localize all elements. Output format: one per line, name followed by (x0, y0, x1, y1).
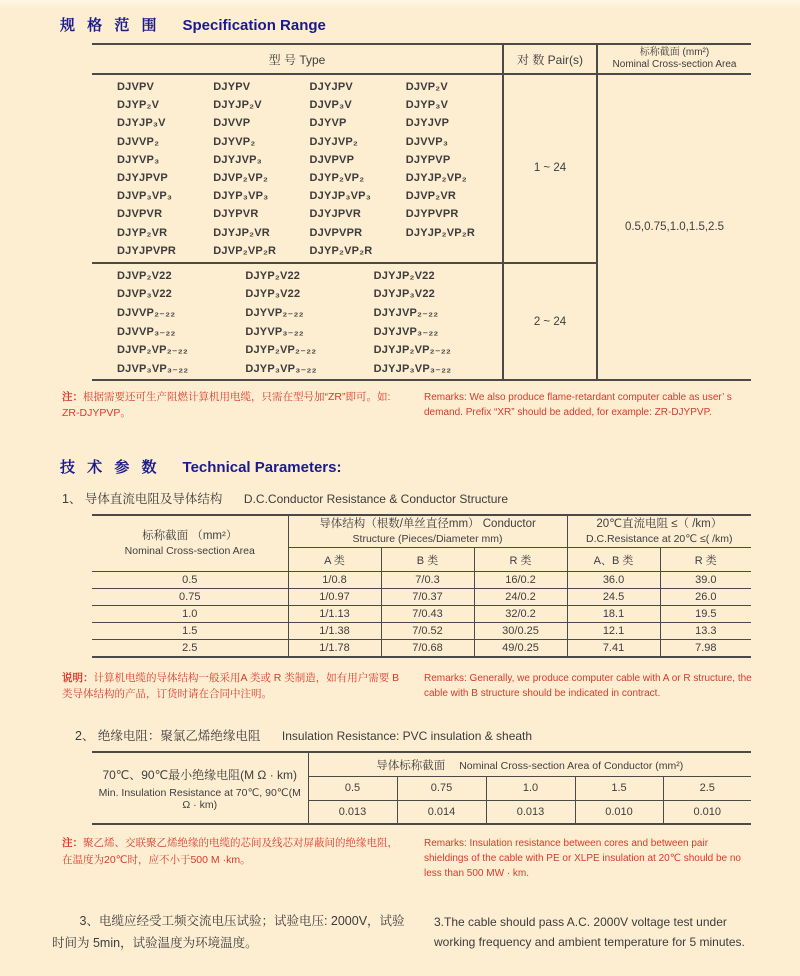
table-cell: DJVP₃V (309, 99, 352, 112)
spec-section-title (60, 0, 800, 35)
table-cell: 0.75 (92, 589, 288, 606)
subheader-class-r2: R 类 (660, 548, 751, 572)
header-nominal-area-zh: 标称截面 （mm²） (142, 529, 238, 542)
note-label: 说明： (62, 671, 94, 684)
table-cell: 49/0.25 (474, 640, 567, 657)
area-header-en: Nominal Cross-section Area (612, 59, 737, 70)
table-cell: 1/1.78 (288, 640, 381, 657)
spec-note-zh (62, 389, 408, 422)
table-cell: 39.0 (660, 572, 751, 589)
table-cell: DJVP₂VP₂ (213, 172, 269, 185)
spec-title-zh: 规 格 范 围 (60, 17, 161, 34)
table-cell: DJVP₃V22 (117, 288, 172, 301)
table-row (92, 114, 502, 132)
table-cell: DJYJP₃V22 (373, 288, 435, 301)
table-cell: DJYP₂V (117, 99, 160, 112)
table-cell: 1/0.8 (288, 572, 381, 589)
item1-note-en: Remarks: Generally, we produce computer cable with A or R structure, the cable with B structure should be indicated in contract. (424, 672, 752, 699)
table-cell: 26.0 (660, 589, 751, 606)
item3-text-zh: 3、电缆应经受工频交流电压试验；试验电压: 2000V，试验时间为 5min，试验温度为环境温度。 (52, 914, 405, 951)
table-cell: DJYP₂V22 (245, 270, 301, 283)
table-cell: DJYP₂VR (117, 226, 168, 239)
table-cell: DJYP₂VP₂₋₂₂ (245, 344, 317, 357)
item3-paragraph (52, 911, 758, 955)
table-cell: 32/0.2 (474, 606, 567, 623)
table-cell: DJVVP (213, 117, 251, 130)
table-cell: DJYJVP₃ (213, 153, 262, 166)
table-cell: 0.010 (575, 800, 663, 824)
table-cell: DJYVP₂₋₂₂ (245, 307, 304, 320)
table-cell: 0.014 (397, 800, 486, 824)
table-cell: 7/0.68 (381, 640, 474, 657)
area-column-header (596, 45, 751, 75)
table-cell: DJYVP₂ (213, 135, 256, 148)
tech-title-zh: 技 术 参 数 (60, 458, 161, 476)
table-cell: DJYPV (213, 81, 251, 94)
table-cell: DJVP₂VR (405, 190, 457, 203)
table-cell: 19.5 (660, 606, 751, 623)
table-cell: DJYP₃VP₃ (213, 190, 269, 203)
tech-title-en: Technical Parameters: (182, 458, 342, 476)
table-cell: 7.41 (567, 640, 660, 657)
header-resistance-en: D.C.Resistance at 20℃ ≤( /km) (586, 533, 733, 546)
subheader-class-b: B 类 (381, 548, 474, 572)
table-cell: 1/0.97 (288, 589, 381, 606)
table-cell: DJYVP₃ (117, 153, 160, 166)
table-cell: DJVP₃VP₃₋₂₂ (117, 362, 189, 375)
item2-heading (75, 726, 800, 744)
table-cell: DJYJVP₂ (309, 135, 358, 148)
note-label: 注： (62, 391, 83, 404)
table-cell: 1.0 (486, 776, 575, 800)
table-cell: DJVPVR (117, 208, 163, 221)
table-cell: 1/1.13 (288, 606, 381, 623)
table-header-row (92, 515, 751, 548)
type-column-header: 型 号 Type (92, 45, 502, 75)
table-row (92, 640, 751, 657)
item1-heading-zh: 1、 导体直流电阻及导体结构 (62, 491, 223, 506)
table-cell: DJYJPVPR (117, 244, 177, 257)
header-conductor-area (308, 752, 751, 776)
table-cell: DJYJP₂VR (213, 226, 270, 239)
table-cell: 7/0.37 (381, 589, 474, 606)
table-cell: DJYJPVP (117, 172, 168, 185)
table-row (92, 205, 502, 223)
table-cell: DJVP₂VP₂R (213, 244, 277, 257)
note-text: 根据需要还可生产阻燃计算机用电缆，只需在型号加“ZR”即可。如: ZR-DJYPVP。 (62, 391, 391, 420)
table-row (92, 133, 502, 151)
table-row (92, 304, 502, 322)
subheader-class-r: R 类 (474, 548, 567, 572)
table-cell: 12.1 (567, 623, 660, 640)
table-cell: DJYJP₂V22 (373, 270, 435, 283)
insulation-resistance-table (92, 751, 751, 825)
table-cell: DJYP₃VP₃₋₂₂ (245, 362, 317, 375)
table-cell: DJVP₂V22 (117, 270, 172, 283)
table-cell: 7/0.43 (381, 606, 474, 623)
spec-note (62, 389, 754, 422)
table-cell: DJYP₃V (405, 99, 449, 112)
header-structure-en: Structure (Pieces/Diameter mm) (352, 533, 503, 546)
table-cell: DJYPVR (213, 208, 259, 221)
table-row (92, 78, 502, 96)
item2-note-zh (62, 835, 408, 881)
table-cell: DJYJP₃VP₃₋₂₂ (373, 362, 452, 375)
table-cell: 2.5 (663, 776, 751, 800)
item2-note-en: Remarks: Insulation resistance between cores and between pair shieldings of the cable with PE or XLPE insulation at 20℃ should be no less than 500 MW · km. (424, 838, 741, 880)
table-cell: 7.98 (660, 640, 751, 657)
item2-heading-zh: 2、 绝缘电阻：聚氯乙烯绝缘电阻 (75, 729, 261, 744)
table-row (92, 606, 751, 623)
note-text: 聚乙烯、交联聚乙烯绝缘的电缆的芯间及线芯对屏蔽间的绝缘电阻，在温度为20℃时，应不小于500 M ·km。 (62, 837, 398, 866)
table-cell: 7/0.52 (381, 623, 474, 640)
table-row (92, 151, 502, 169)
table-cell: DJYJP₂VP₂R (405, 226, 475, 239)
table-cell: DJYP₂VP₂R (309, 244, 373, 257)
table-cell: DJYVP₃₋₂₂ (245, 325, 304, 338)
table-cell: DJYVP (309, 117, 347, 130)
table-row (92, 187, 502, 205)
table-cell: DJYP₂VP₂ (309, 172, 365, 185)
table-cell: DJYJP₂VP₂₋₂₂ (373, 344, 451, 357)
table-cell: 16/0.2 (474, 572, 567, 589)
pairs-column-header: 对 数 Pair(s) (502, 45, 596, 75)
table-cell: DJYJVP (405, 117, 450, 130)
note-text: 计算机电缆的导体结构一般采用A 类或 R 类制造，如有用户需要 B 类导体结构的产品，订货时请在合同中注明。 (62, 671, 400, 701)
table-cell: DJVVP₂ (117, 135, 160, 148)
table-cell: 1/1.38 (288, 623, 381, 640)
item3-text-en: 3.The cable should pass A.C. 2000V voltage test under working frequency and ambient temperature for 5 minutes. (434, 915, 745, 949)
table-cell: 1.5 (575, 776, 663, 800)
table-cell: 0.5 (92, 572, 288, 589)
table-cell: 1.0 (92, 606, 288, 623)
pairs-range-block1: 1 ~ 24 (502, 75, 596, 264)
min-insulation-en: Min. Insulation Resistance at 70℃, 90℃(M Ω · km) (98, 786, 301, 811)
header-conductor-area-en: Nominal Cross-section Area of Conductor (mm²) (459, 759, 684, 772)
table-row (92, 340, 502, 358)
dc-resistance-table (92, 514, 751, 658)
header-conductor-structure (288, 515, 567, 548)
table-cell: 24.5 (567, 589, 660, 606)
table-cell: 1.5 (92, 623, 288, 640)
table-cell: 36.0 (567, 572, 660, 589)
table-cell: 13.3 (660, 623, 751, 640)
header-resistance-zh: 20℃直流电阻 ≤（ /km） (596, 517, 723, 530)
min-insulation-zh: 70℃、90℃最小绝缘电阻(M Ω · km) (102, 767, 298, 782)
table-cell: 0.010 (663, 800, 751, 824)
table-header-row (92, 752, 751, 776)
table-cell: 0.5 (308, 776, 397, 800)
table-row (92, 285, 502, 303)
item2-heading-en: Insulation Resistance: PVC insulation & sheath (281, 729, 533, 744)
table-cell: DJVPVPR (309, 226, 363, 239)
table-row (92, 267, 502, 285)
table-row (92, 242, 502, 260)
min-insulation-resistance-label (92, 752, 308, 824)
table-cell: DJYJP₃VP₃ (309, 190, 371, 203)
table-cell: DJVVP₃₋₂₂ (117, 325, 176, 338)
table-cell: 0.013 (308, 800, 397, 824)
table-cell: DJVP₃VP₃ (117, 190, 173, 203)
spec-table (92, 43, 751, 381)
table-cell: DJYJP₃V (117, 117, 166, 130)
table-cell: 24/0.2 (474, 589, 567, 606)
table-cell: DJYJVP₃₋₂₂ (373, 325, 439, 338)
table-cell: 18.1 (567, 606, 660, 623)
table-cell: 30/0.25 (474, 623, 567, 640)
table-cell: 0.75 (397, 776, 486, 800)
pairs-range-block2: 2 ~ 24 (502, 264, 596, 379)
spec-note-en: Remarks: We also produce flame-retardant computer cable as user’ s demand. Prefix “XR” should be added, for example: ZR-DJYPVP. (424, 392, 732, 419)
table-cell: DJVVP₂₋₂₂ (117, 307, 176, 320)
table-cell: DJYPVPR (405, 208, 459, 221)
area-header-zh: 标称截面 (mm²) (639, 46, 710, 58)
table-cell: 0.013 (486, 800, 575, 824)
table-cell: 2.5 (92, 640, 288, 657)
table-row (92, 96, 502, 114)
table-row (92, 322, 502, 340)
table-row (92, 224, 502, 242)
table-row (92, 589, 751, 606)
type-list-block2 (92, 264, 502, 379)
header-nominal-area-en: Nominal Cross-section Area (124, 545, 255, 558)
table-row (92, 623, 751, 640)
table-cell: DJVPV (117, 81, 155, 94)
subheader-class-a: A 类 (288, 548, 381, 572)
table-cell: DJYP₃V22 (245, 288, 301, 301)
header-structure-zh: 导体结构（根数/单丝直径mm） Conductor (319, 517, 536, 530)
table-cell: 7/0.3 (381, 572, 474, 589)
tech-section-title (60, 422, 800, 477)
item2-note (62, 835, 754, 881)
table-cell: DJVP₂VP₂₋₂₂ (117, 344, 188, 357)
table-row (92, 572, 751, 589)
table-cell: DJYJP₂VP₂ (405, 172, 467, 185)
item1-note (62, 670, 754, 703)
table-row (92, 359, 502, 377)
subheader-class-ab: A、B 类 (567, 548, 660, 572)
table-cell: DJVPVP (309, 153, 355, 166)
item1-note-zh (62, 670, 408, 703)
table-row (92, 169, 502, 187)
header-conductor-area-zh: 导体标称截面 (376, 759, 446, 772)
item1-heading (62, 489, 800, 507)
note-label: 注： (62, 837, 83, 850)
item1-heading-en: D.C.Conductor Resistance & Conductor Structure (243, 491, 509, 506)
table-cell: DJYJPVR (309, 208, 362, 221)
header-dc-resistance (567, 515, 751, 548)
table-cell: DJYJPV (309, 81, 353, 94)
table-cell: DJVVP₃ (405, 135, 449, 148)
header-nominal-area (92, 515, 288, 572)
table-cell: DJVP₂V (405, 81, 448, 94)
table-cell: DJYJVP₂₋₂₂ (373, 307, 439, 320)
spec-title-en: Specification Range (182, 17, 326, 34)
type-list-block1 (92, 75, 502, 264)
table-cell: DJYJP₂V (213, 99, 262, 112)
nominal-area-values: 0.5,0.75,1.0,1.5,2.5 (596, 75, 751, 379)
table-cell: DJYPVP (405, 153, 451, 166)
